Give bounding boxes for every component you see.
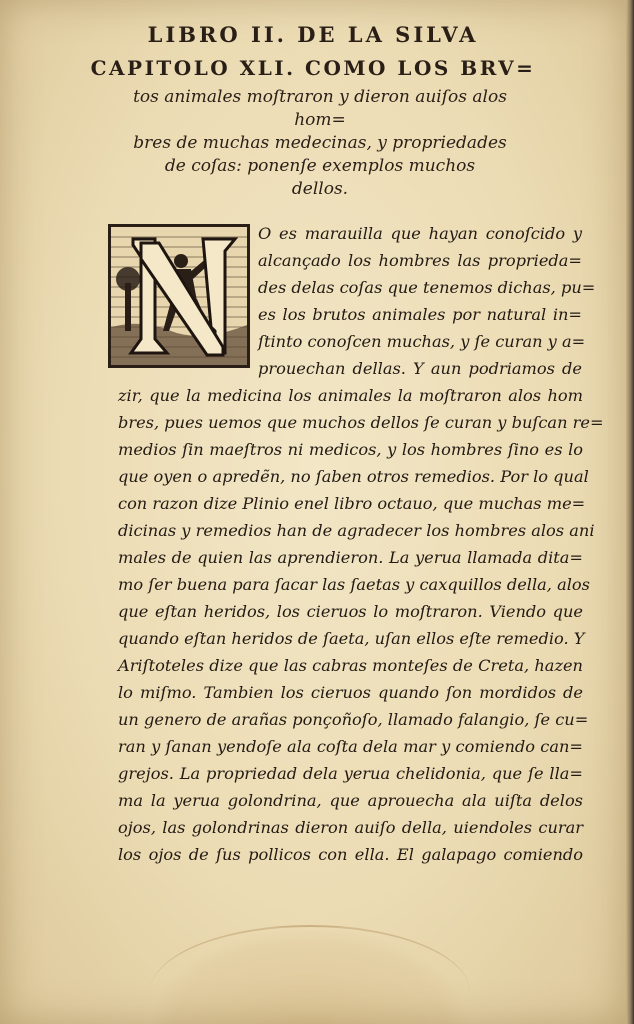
text-line: que oyen o apredẽn, no ſaben otros remedios. Por lo qual [118, 467, 589, 486]
running-head: LIBRO II. DE LA SILVA [147, 22, 479, 47]
woodcut-initial [108, 224, 250, 368]
text-line: des delas coſas que tenemos dichas, pu= [258, 278, 596, 297]
text-line: que eſtan heridos, los cieruos lo moſtraron. Viendo que [118, 602, 583, 621]
chapter-title-line: dellos. [291, 179, 349, 199]
text-line: ma la yerua golondrina, que aprouecha ala uiſta delos [118, 791, 583, 810]
chapter-heading-caps: CAPITOLO XLI. COMO LOS BRV= [90, 56, 536, 80]
text-line: los ojos de ſus pollicos con ella. El galapago comiendo [118, 845, 583, 864]
text-line: ran y ſanan yendoſe ala coſta dela mar y comiendo can= [118, 737, 583, 756]
chapter-title-line: de coſas: ponenſe exemplos muchos [164, 156, 476, 176]
text-line: es los brutos animales por natural in= [258, 305, 582, 324]
text-line: lo miſmo. Tambien los cieruos quando ſon mordidos de [118, 683, 583, 702]
text-line: quando eſtan heridos de ſaeta, uſan ellos eſte remedio. Y [118, 629, 585, 648]
text-line: zir, que la medicina los animales la moſtraron alos hom [118, 386, 583, 405]
chapter-heading-title [120, 86, 520, 201]
text-line: un genero de arañas ponçoñoſo, llamado falangio, ſe cu= [118, 710, 589, 729]
chapter-title-line: bres de muchas medecinas, y propriedades [133, 133, 507, 153]
book-gutter-edge [626, 0, 634, 1024]
text-line: dicinas y remedios han de agradecer los hombres alos ani [118, 521, 595, 540]
chapter-title-line: tos animales moſtraron y dieron auiſos alos hom= [133, 87, 507, 130]
text-line: bres, pues uemos que muchos dellos ſe curan y buſcan re= [118, 413, 604, 432]
water-stain [150, 925, 470, 1024]
initial-letter [111, 227, 247, 365]
text-line: alcançado los hombres las proprieda= [258, 251, 582, 270]
text-line: con razon dize Plinio enel libro octauo, que muchas me= [118, 494, 586, 513]
text-line: ojos, las golondrinas dieron auiſo della, uiendoles curar [118, 818, 583, 837]
text-line: mo ſer buena para ſacar las ſaetas y caxquillos della, alos [118, 575, 590, 594]
text-line: prouechan dellas. Y aun podriamos de [258, 359, 582, 378]
text-line: males de quien las aprendieron. La yerua llamada dita= [118, 548, 583, 567]
text-line: Ariſtoteles dize que las cabras monteſes de Creta, hazen [118, 656, 583, 675]
text-line: O es marauilla que hayan conoſcido y [258, 224, 582, 243]
text-line: grejos. La propriedad dela yerua chelidonia, que ſe lla= [118, 764, 583, 783]
text-line: medios ſin maeſtros ni medicos, y los hombres ſino es lo [118, 440, 583, 459]
text-line: ſtinto conoſcen muchas, y ſe curan y a= [258, 332, 586, 351]
